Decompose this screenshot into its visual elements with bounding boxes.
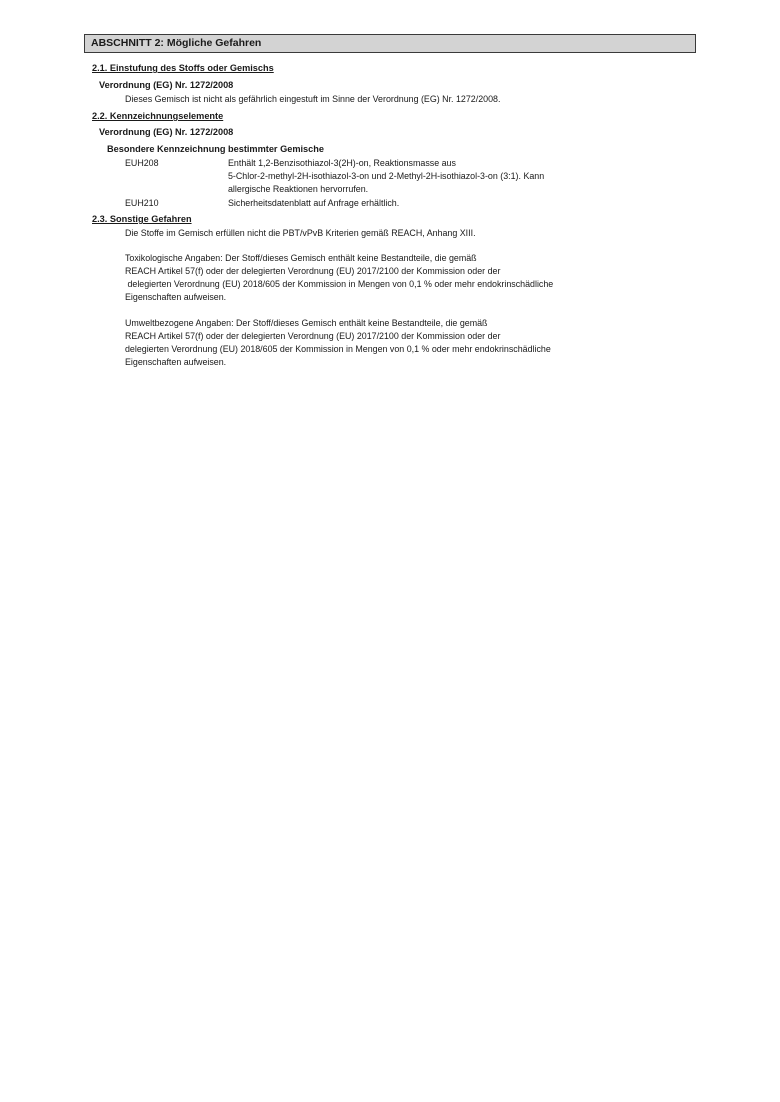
euh210-text-line: Sicherheitsdatenblatt auf Anfrage erhältlich. [228,198,400,208]
section-header: ABSCHNITT 2: Mögliche Gefahren [84,34,696,53]
special-labelling-heading: Besondere Kennzeichnung bestimmter Gemische [107,144,324,154]
euh210-code: EUH210 [125,198,159,208]
euh208-code: EUH208 [125,158,159,168]
pbt-text: Die Stoffe im Gemisch erfüllen nicht die PBT/vPvB Kriterien gemäß REACH, Anhang XIII. [125,228,476,238]
euh208-text-line: allergische Reaktionen hervorrufen. [228,184,369,194]
tox-text-line: Toxikologische Angaben: Der Stoff/dieses Gemisch enthält keine Bestandteile, die gemäß [125,253,477,263]
heading-2-2: 2.2. Kennzeichnungselemente [92,111,224,121]
euh208-text-line: Enthält 1,2-Benzisothiazol-3(2H)-on, Reaktionsmasse aus [228,158,456,168]
tox-text-line: delegierten Verordnung (EU) 2018/605 der Kommission in Mengen von 0,1 % oder mehr endokrinschädliche [125,279,554,289]
classification-text: Dieses Gemisch ist nicht als gefährlich eingestuft im Sinne der Verordnung (EG) Nr. 1272/2008. [125,94,501,104]
env-text-line: Umweltbezogene Angaben: Der Stoff/dieses Gemisch enthält keine Bestandteile, die gemäß [125,318,488,328]
env-text-line: REACH Artikel 57(f) oder der delegierten Verordnung (EU) 2017/2100 der Kommission oder der [125,331,501,341]
regulation-label-2-2: Verordnung (EG) Nr. 1272/2008 [99,127,234,137]
env-text-line: Eigenschaften aufweisen. [125,357,227,367]
heading-2-1: 2.1. Einstufung des Stoffs oder Gemischs [92,63,274,73]
tox-text-line: REACH Artikel 57(f) oder der delegierten Verordnung (EU) 2017/2100 der Kommission oder der [125,266,501,276]
regulation-label-2-1: Verordnung (EG) Nr. 1272/2008 [99,80,234,90]
euh208-text-line: 5-Chlor-2-methyl-2H-isothiazol-3-on und 2-Methyl-2H-isothiazol-3-on (3:1). Kann [228,171,545,181]
env-text-line: delegierten Verordnung (EU) 2018/605 der Kommission in Mengen von 0,1 % oder mehr endokrinschädliche [125,344,551,354]
heading-2-3: 2.3. Sonstige Gefahren [92,214,192,224]
tox-text-line: Eigenschaften aufweisen. [125,292,227,302]
